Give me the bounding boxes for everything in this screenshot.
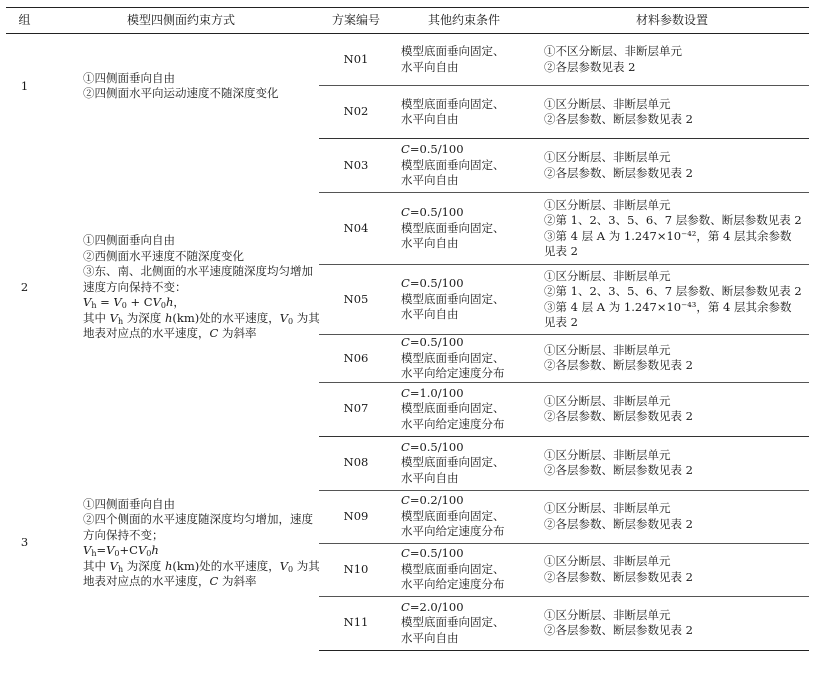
constraint-mode-line: 其中 $V_h$ 为深度 h(km)处的水平速度，$V_0$ 为其 bbox=[83, 558, 320, 574]
material-param-line: ③第 4 层 A 为 1.247×10⁻⁴³，第 4 层其余参数 bbox=[544, 299, 792, 314]
material-param-line: ①区分断层、非断层单元 bbox=[544, 554, 671, 568]
material-param-line: ②各层参数、断层参数见表 2 bbox=[544, 409, 693, 423]
material-params-cell bbox=[535, 436, 809, 490]
constraint-mode-cell bbox=[43, 436, 319, 650]
other-conditions-cell bbox=[393, 382, 535, 436]
scheme-no-cell: N03 bbox=[319, 139, 393, 193]
scheme-no-cell: N08 bbox=[319, 436, 393, 490]
condition-line: 水平向给定速度分布 bbox=[401, 577, 505, 592]
other-conditions-cell bbox=[393, 490, 535, 543]
material-param-line: ②各层参数、断层参数见表 2 bbox=[544, 569, 693, 584]
material-params-cell bbox=[535, 265, 809, 335]
other-conditions-cell bbox=[393, 335, 535, 383]
condition-line: 模型底面垂向固定、 bbox=[401, 157, 505, 172]
material-param-line: ②各层参数、断层参数见表 2 bbox=[544, 516, 693, 531]
condition-line: C=0.2/100 bbox=[401, 493, 464, 508]
constraint-scheme-table bbox=[6, 7, 809, 651]
constraint-mode-line: 地表对应点的水平速度，C 为斜率 bbox=[83, 574, 257, 588]
material-params-cell bbox=[535, 543, 809, 596]
material-params-cell bbox=[535, 335, 809, 383]
scheme-no-cell: N07 bbox=[319, 382, 393, 436]
header-group: 组 bbox=[6, 8, 43, 34]
material-param-line: ①区分断层、非断层单元 bbox=[544, 150, 671, 164]
condition-line: 水平向自由 bbox=[401, 307, 459, 322]
constraint-mode-line: 方向保持不变； bbox=[83, 527, 164, 542]
material-params-cell bbox=[535, 34, 809, 86]
constraint-mode-line: 其中 $V_h$ 为深度 h(km)处的水平速度，$V_0$ 为其 bbox=[83, 310, 320, 326]
material-param-line: ①区分断层、非断层单元 bbox=[544, 96, 671, 111]
constraint-mode-cell bbox=[43, 139, 319, 437]
condition-line: C=0.5/100 bbox=[401, 205, 464, 220]
material-param-line: ②第 1、2、3、5、6、7 层参数、断层参数见表 2 bbox=[544, 213, 802, 227]
material-params-cell bbox=[535, 596, 809, 650]
condition-line: C=0.5/100 bbox=[401, 142, 464, 157]
scheme-no-cell: N09 bbox=[319, 490, 393, 543]
material-param-line: ①区分断层、非断层单元 bbox=[544, 393, 671, 408]
header-other-conditions: 其他约束条件 bbox=[393, 8, 535, 34]
material-param-line: ①区分断层、非断层单元 bbox=[544, 607, 671, 622]
table-body bbox=[6, 34, 809, 651]
material-params-cell bbox=[535, 382, 809, 436]
material-param-line: ②各层参数、断层参数见表 2 bbox=[544, 463, 693, 477]
material-param-line: ①区分断层、非断层单元 bbox=[544, 501, 671, 515]
material-params-cell bbox=[535, 193, 809, 265]
scheme-no-cell: N05 bbox=[319, 265, 393, 335]
condition-line: C=1.0/100 bbox=[401, 385, 464, 400]
other-conditions-cell bbox=[393, 193, 535, 265]
table-row bbox=[6, 34, 809, 86]
constraint-mode-line: 地表对应点的水平速度，C 为斜率 bbox=[83, 326, 257, 340]
condition-line: 水平向自由 bbox=[401, 630, 459, 645]
table-row bbox=[6, 436, 809, 490]
table-row bbox=[6, 139, 809, 193]
scheme-no-cell: N04 bbox=[319, 193, 393, 265]
other-conditions-cell bbox=[393, 543, 535, 596]
scheme-no-cell: N10 bbox=[319, 543, 393, 596]
material-param-line: ②各层参数见表 2 bbox=[544, 59, 636, 74]
condition-line: 水平向自由 bbox=[401, 173, 459, 188]
group-id-cell: 1 bbox=[20, 78, 29, 93]
condition-line: 模型底面垂向固定、 bbox=[401, 96, 505, 111]
condition-line: 模型底面垂向固定、 bbox=[401, 508, 505, 523]
other-conditions-cell bbox=[393, 596, 535, 650]
material-param-line: ②各层参数、断层参数见表 2 bbox=[544, 165, 693, 180]
material-params-cell bbox=[535, 86, 809, 139]
condition-line: 模型底面垂向固定、 bbox=[401, 455, 505, 470]
material-param-line: 见表 2 bbox=[544, 315, 578, 329]
constraint-mode-line: ③东、南、北侧面的水平速度随深度均匀增加 bbox=[83, 264, 313, 278]
material-param-line: ①区分断层、非断层单元 bbox=[544, 197, 671, 212]
material-param-line: ①不区分断层、非断层单元 bbox=[544, 44, 682, 58]
condition-line: 水平向给定速度分布 bbox=[401, 524, 505, 539]
group-id-cell: 3 bbox=[20, 535, 29, 550]
material-param-line: ①区分断层、非断层单元 bbox=[544, 268, 671, 283]
condition-line: 水平向自由 bbox=[401, 236, 459, 251]
constraint-mode-line: ②四侧面水平向运动速度不随深度变化 bbox=[83, 86, 279, 101]
condition-line: 模型底面垂向固定、 bbox=[401, 401, 505, 416]
material-param-line: ②第 1、2、3、5、6、7 层参数、断层参数见表 2 bbox=[544, 284, 802, 298]
scheme-no-cell: N06 bbox=[319, 335, 393, 383]
constraint-mode-line: ②四个侧面的水平速度随深度均匀增加，速度 bbox=[83, 512, 313, 526]
header-material-params: 材料参数设置 bbox=[535, 8, 809, 34]
constraint-mode-cell bbox=[43, 34, 319, 139]
condition-line: C=0.5/100 bbox=[401, 335, 464, 349]
material-param-line: ②各层参数、断层参数见表 2 bbox=[544, 358, 693, 373]
scheme-no-cell: N11 bbox=[319, 596, 393, 650]
material-params-cell bbox=[535, 139, 809, 193]
condition-line: C=2.0/100 bbox=[401, 599, 464, 614]
condition-line: 模型底面垂向固定、 bbox=[401, 615, 505, 630]
scheme-no-cell: N01 bbox=[319, 34, 393, 86]
condition-line: 模型底面垂向固定、 bbox=[401, 291, 505, 306]
condition-line: 水平向给定速度分布 bbox=[401, 416, 505, 431]
condition-line: 模型底面垂向固定、 bbox=[401, 44, 505, 58]
other-conditions-cell bbox=[393, 86, 535, 139]
material-params-cell bbox=[535, 490, 809, 543]
condition-line: C=0.5/100 bbox=[401, 546, 464, 561]
material-param-line: ①区分断层、非断层单元 bbox=[544, 342, 671, 357]
header-scheme-no: 方案编号 bbox=[319, 8, 393, 34]
constraint-mode-line: ②西侧面水平速度不随深度变化 bbox=[83, 248, 244, 263]
header-row bbox=[6, 8, 809, 34]
group-id-cell: 2 bbox=[20, 279, 29, 294]
condition-line: 水平向自由 bbox=[401, 59, 459, 74]
other-conditions-cell bbox=[393, 34, 535, 86]
material-param-line: ①区分断层、非断层单元 bbox=[544, 447, 671, 462]
constraint-mode-line: ①四侧面垂向自由 bbox=[83, 233, 175, 247]
condition-line: 模型底面垂向固定、 bbox=[401, 350, 505, 365]
constraint-mode-line: ①四侧面垂向自由 bbox=[83, 70, 175, 85]
constraint-mode-line: ①四侧面垂向自由 bbox=[83, 496, 175, 511]
other-conditions-cell bbox=[393, 139, 535, 193]
other-conditions-cell bbox=[393, 265, 535, 335]
condition-line: C=0.5/100 bbox=[401, 439, 464, 454]
condition-line: 模型底面垂向固定、 bbox=[401, 220, 505, 235]
material-param-line: 见表 2 bbox=[544, 244, 578, 258]
condition-line: 水平向给定速度分布 bbox=[401, 366, 505, 380]
constraint-mode-line: $V_h = V_0 + CV_0h$， bbox=[83, 295, 185, 310]
constraint-mode-line: 速度方向保持不变： bbox=[83, 279, 187, 294]
scheme-no-cell: N02 bbox=[319, 86, 393, 139]
header-constraint-mode: 模型四侧面约束方式 bbox=[43, 8, 319, 34]
condition-line: 水平向自由 bbox=[401, 112, 459, 126]
condition-line: 水平向自由 bbox=[401, 470, 459, 485]
constraint-mode-line: $V_h=V_0+CV_0h$ bbox=[83, 543, 159, 558]
condition-line: C=0.5/100 bbox=[401, 276, 464, 291]
material-param-line: ②各层参数、断层参数见表 2 bbox=[544, 112, 693, 126]
condition-line: 模型底面垂向固定、 bbox=[401, 561, 505, 576]
material-param-line: ②各层参数、断层参数见表 2 bbox=[544, 623, 693, 637]
material-param-line: ③第 4 层 A 为 1.247×10⁻⁴²，第 4 层其余参数 bbox=[544, 228, 792, 243]
other-conditions-cell bbox=[393, 436, 535, 490]
